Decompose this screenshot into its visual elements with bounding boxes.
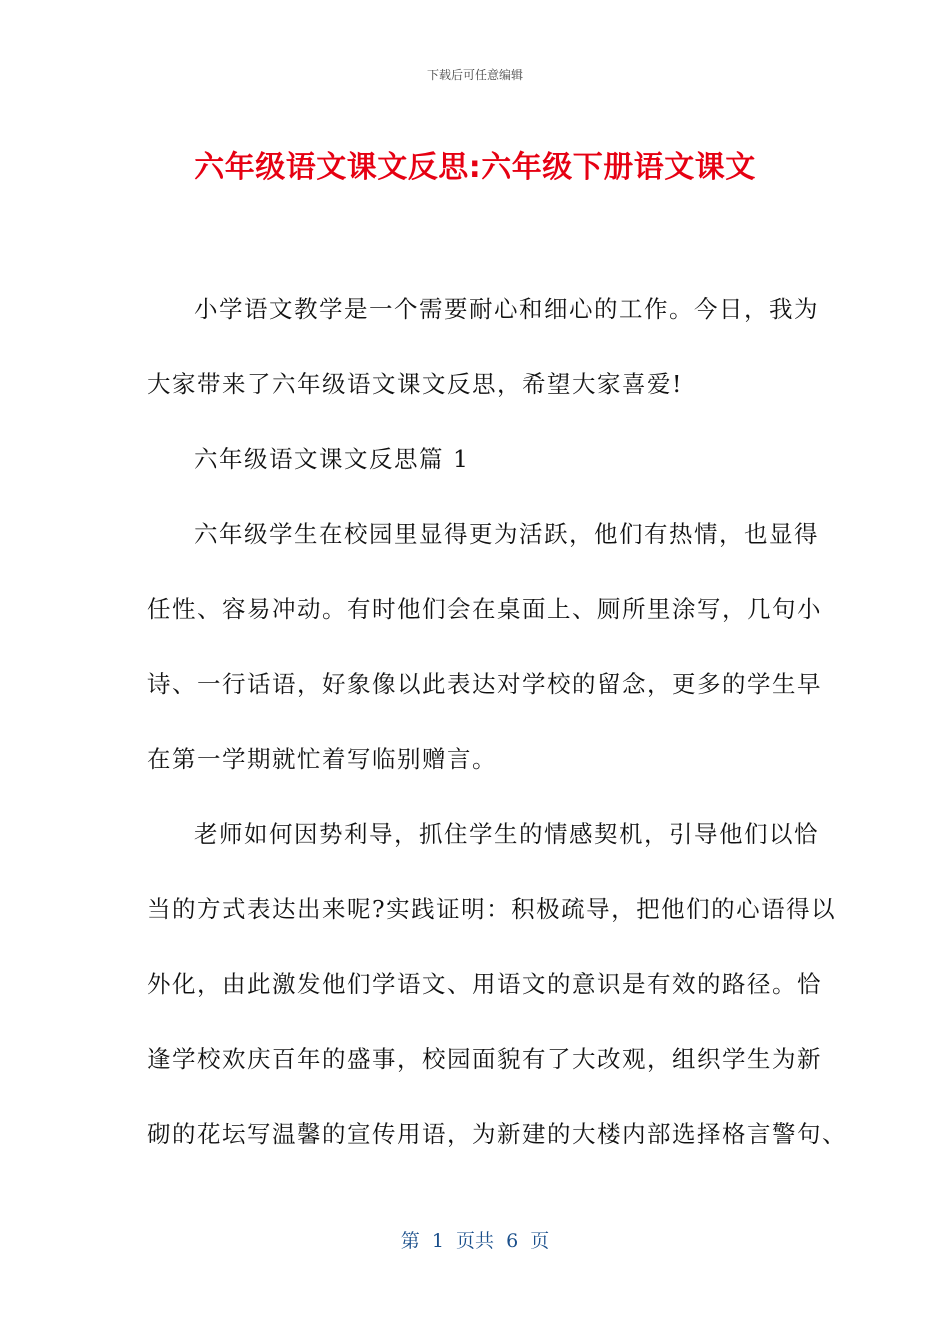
page-footer: 第 1 页共 6 页 [400, 1230, 550, 1252]
header-note: 下载后可任意编辑 [426, 68, 523, 82]
paragraph-line: 六年级学生在校园里显得更为活跃，他们有热情，也显得 [194, 520, 819, 548]
section-heading: 六年级语文课文反思篇 1 [194, 445, 470, 473]
paragraph-line: 砌的花坛写温馨的宣传用语，为新建的大楼内部选择格言警句、 [147, 1120, 847, 1148]
paragraph-line: 当的方式表达出来呢?实践证明：积极疏导，把他们的心语得以 [147, 895, 837, 923]
paragraph-line: 大家带来了六年级语文课文反思，希望大家喜爱! [147, 370, 683, 398]
body-text [147, 272, 847, 1172]
paragraph-line: 老师如何因势利导，抓住学生的情感契机，引导他们以恰 [194, 820, 819, 848]
paragraph-line: 逢学校欢庆百年的盛事，校园面貌有了大改观，组织学生为新 [147, 1045, 822, 1073]
paragraph-line: 小学语文教学是一个需要耐心和细心的工作。今日，我为 [194, 295, 819, 323]
document-title: 六年级语文课文反思:六年级下册语文课文 [194, 150, 756, 185]
paragraph-line: 诗、一行话语，好象像以此表达对学校的留念，更多的学生早 [147, 670, 822, 698]
paragraph-line: 在第一学期就忙着写临别赠言。 [147, 745, 497, 773]
paragraph-line: 外化，由此激发他们学语文、用语文的意识是有效的路径。恰 [147, 970, 822, 998]
paragraph-line: 任性、容易冲动。有时他们会在桌面上、厕所里涂写，几句小 [147, 595, 822, 623]
